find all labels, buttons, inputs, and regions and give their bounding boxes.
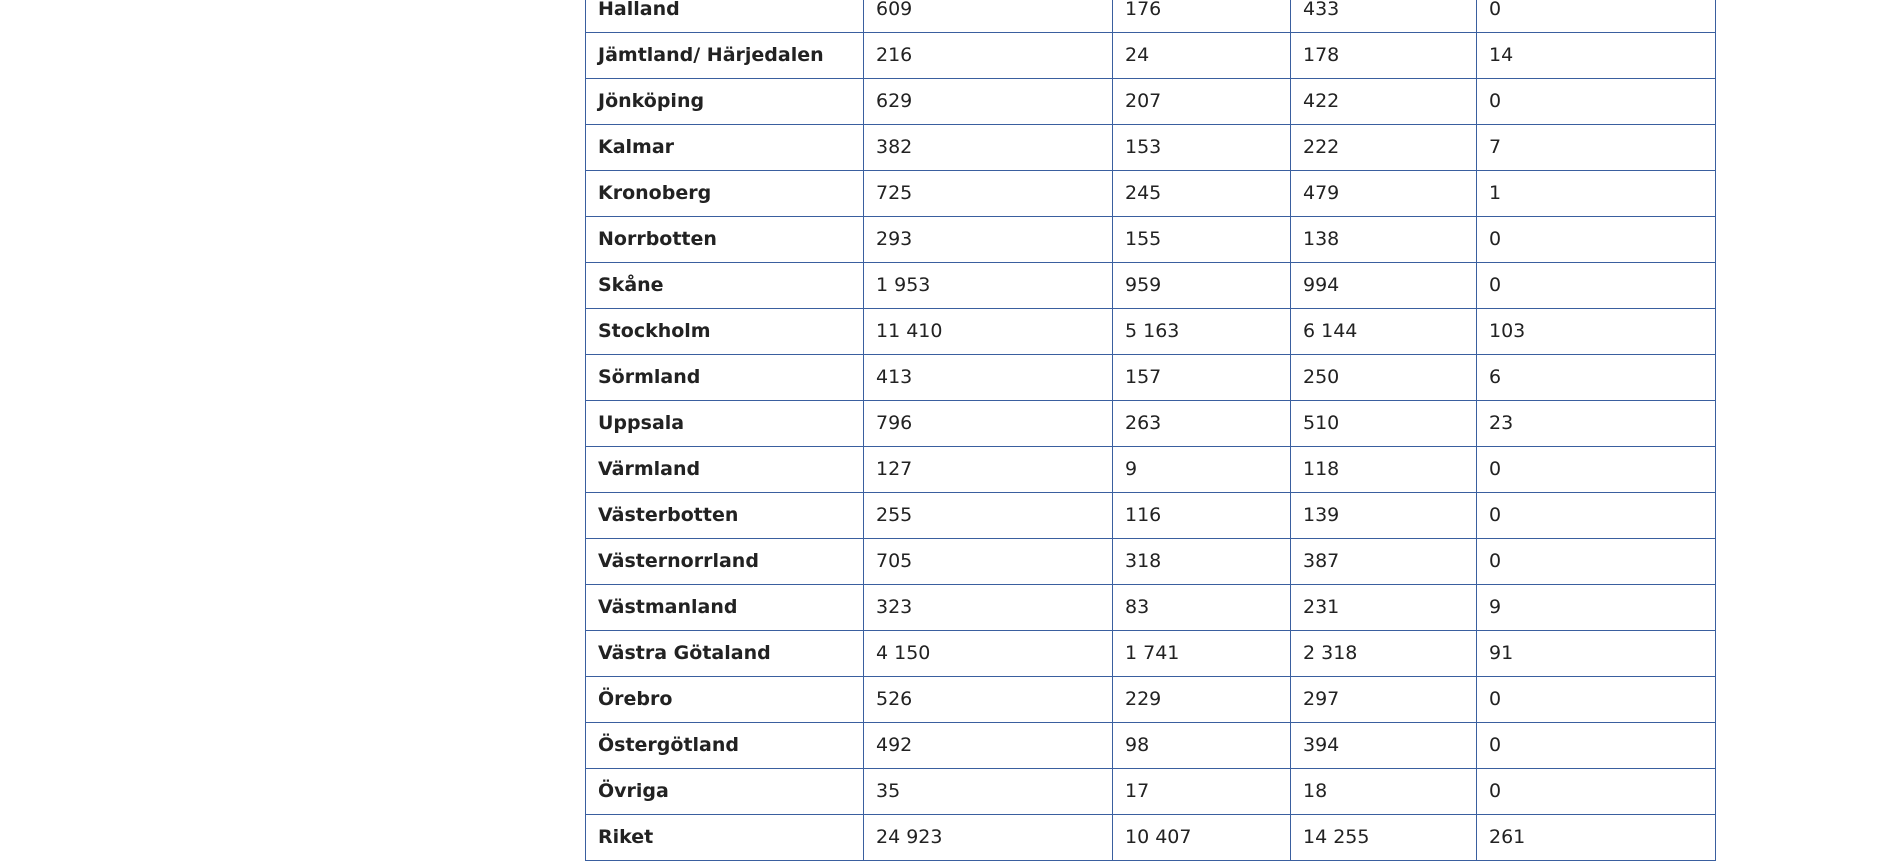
- value-cell-col-4: 0: [1477, 677, 1716, 723]
- value-cell-col-4: 23: [1477, 401, 1716, 447]
- region-cell: Västerbotten: [586, 493, 864, 539]
- value-cell-col-3: 139: [1291, 493, 1477, 539]
- value-cell-col-3: 2 318: [1291, 631, 1477, 677]
- value-cell-col-3: 510: [1291, 401, 1477, 447]
- table-row: [586, 723, 1716, 769]
- value-cell-col-4: 0: [1477, 0, 1716, 33]
- value-cell-col-1: 216: [864, 33, 1113, 79]
- value-cell-col-4: 9: [1477, 585, 1716, 631]
- table-row: [586, 0, 1716, 33]
- value-cell-col-4: 0: [1477, 539, 1716, 585]
- value-cell-col-3: 6 144: [1291, 309, 1477, 355]
- value-cell-col-2: 17: [1113, 769, 1291, 815]
- value-cell-col-2: 207: [1113, 79, 1291, 125]
- value-cell-col-2: 959: [1113, 263, 1291, 309]
- value-cell-col-1: 255: [864, 493, 1113, 539]
- value-cell-col-1: 11 410: [864, 309, 1113, 355]
- value-cell-col-4: 0: [1477, 79, 1716, 125]
- value-cell-col-2: 5 163: [1113, 309, 1291, 355]
- value-cell-col-1: 382: [864, 125, 1113, 171]
- value-cell-col-4: 7: [1477, 125, 1716, 171]
- value-cell-col-4: 0: [1477, 217, 1716, 263]
- region-cell: Östergötland: [586, 723, 864, 769]
- table-row: [586, 217, 1716, 263]
- table-row: [586, 309, 1716, 355]
- value-cell-col-3: 118: [1291, 447, 1477, 493]
- table-row: [586, 493, 1716, 539]
- region-cell: Jönköping: [586, 79, 864, 125]
- value-cell-col-1: 413: [864, 355, 1113, 401]
- region-cell: Västernorrland: [586, 539, 864, 585]
- value-cell-col-3: 18: [1291, 769, 1477, 815]
- value-cell-col-2: 1 741: [1113, 631, 1291, 677]
- value-cell-col-4: 0: [1477, 263, 1716, 309]
- value-cell-col-3: 250: [1291, 355, 1477, 401]
- value-cell-col-2: 176: [1113, 0, 1291, 33]
- table-row: [586, 33, 1716, 79]
- table-row: [586, 125, 1716, 171]
- regional-statistics-table: [585, 0, 1716, 861]
- region-cell: Sörmland: [586, 355, 864, 401]
- value-cell-col-1: 35: [864, 769, 1113, 815]
- region-cell: Övriga: [586, 769, 864, 815]
- region-cell: Västra Götaland: [586, 631, 864, 677]
- table-row: [586, 401, 1716, 447]
- value-cell-col-2: 9: [1113, 447, 1291, 493]
- region-cell: Kalmar: [586, 125, 864, 171]
- table-row: [586, 677, 1716, 723]
- table-row: [586, 355, 1716, 401]
- value-cell-col-1: 609: [864, 0, 1113, 33]
- value-cell-col-4: 103: [1477, 309, 1716, 355]
- region-cell: Stockholm: [586, 309, 864, 355]
- value-cell-col-1: 526: [864, 677, 1113, 723]
- value-cell-col-2: 245: [1113, 171, 1291, 217]
- value-cell-col-3: 422: [1291, 79, 1477, 125]
- value-cell-col-1: 323: [864, 585, 1113, 631]
- value-cell-col-4: 91: [1477, 631, 1716, 677]
- value-cell-col-3: 387: [1291, 539, 1477, 585]
- value-cell-col-4: 0: [1477, 723, 1716, 769]
- value-cell-col-3: 994: [1291, 263, 1477, 309]
- value-cell-col-3: 433: [1291, 0, 1477, 33]
- region-cell: Halland: [586, 0, 864, 33]
- table-row: [586, 447, 1716, 493]
- value-cell-col-4: 0: [1477, 447, 1716, 493]
- value-cell-col-1: 725: [864, 171, 1113, 217]
- table-row: [586, 171, 1716, 217]
- value-cell-col-1: 4 150: [864, 631, 1113, 677]
- region-cell: Skåne: [586, 263, 864, 309]
- value-cell-col-2: 153: [1113, 125, 1291, 171]
- region-cell: Värmland: [586, 447, 864, 493]
- value-cell-col-1: 293: [864, 217, 1113, 263]
- value-cell-col-3: 178: [1291, 33, 1477, 79]
- value-cell-col-4: 261: [1477, 815, 1716, 861]
- table-row: [586, 79, 1716, 125]
- value-cell-col-3: 394: [1291, 723, 1477, 769]
- value-cell-col-4: 14: [1477, 33, 1716, 79]
- value-cell-col-1: 796: [864, 401, 1113, 447]
- value-cell-col-2: 24: [1113, 33, 1291, 79]
- value-cell-col-2: 157: [1113, 355, 1291, 401]
- region-cell: Västmanland: [586, 585, 864, 631]
- value-cell-col-2: 116: [1113, 493, 1291, 539]
- value-cell-col-3: 479: [1291, 171, 1477, 217]
- region-cell: Norrbotten: [586, 217, 864, 263]
- value-cell-col-1: 127: [864, 447, 1113, 493]
- table-row: [586, 585, 1716, 631]
- value-cell-col-2: 10 407: [1113, 815, 1291, 861]
- value-cell-col-1: 705: [864, 539, 1113, 585]
- value-cell-col-1: 492: [864, 723, 1113, 769]
- table-row: [586, 631, 1716, 677]
- region-cell: Örebro: [586, 677, 864, 723]
- table-row: [586, 769, 1716, 815]
- value-cell-col-3: 138: [1291, 217, 1477, 263]
- value-cell-col-3: 231: [1291, 585, 1477, 631]
- table-row: [586, 539, 1716, 585]
- value-cell-col-2: 229: [1113, 677, 1291, 723]
- value-cell-col-2: 83: [1113, 585, 1291, 631]
- region-cell: Riket: [586, 815, 864, 861]
- value-cell-col-4: 6: [1477, 355, 1716, 401]
- value-cell-col-2: 318: [1113, 539, 1291, 585]
- value-cell-col-1: 1 953: [864, 263, 1113, 309]
- statistics-table-container: [585, 0, 1716, 861]
- value-cell-col-4: 1: [1477, 171, 1716, 217]
- value-cell-col-3: 297: [1291, 677, 1477, 723]
- value-cell-col-3: 14 255: [1291, 815, 1477, 861]
- table-row: [586, 815, 1716, 861]
- value-cell-col-1: 629: [864, 79, 1113, 125]
- value-cell-col-3: 222: [1291, 125, 1477, 171]
- table-row: [586, 263, 1716, 309]
- value-cell-col-1: 24 923: [864, 815, 1113, 861]
- value-cell-col-4: 0: [1477, 769, 1716, 815]
- value-cell-col-2: 155: [1113, 217, 1291, 263]
- region-cell: Uppsala: [586, 401, 864, 447]
- table-body: [586, 0, 1716, 861]
- value-cell-col-2: 263: [1113, 401, 1291, 447]
- region-cell: Kronoberg: [586, 171, 864, 217]
- value-cell-col-2: 98: [1113, 723, 1291, 769]
- value-cell-col-4: 0: [1477, 493, 1716, 539]
- region-cell: Jämtland/ Härjedalen: [586, 33, 864, 79]
